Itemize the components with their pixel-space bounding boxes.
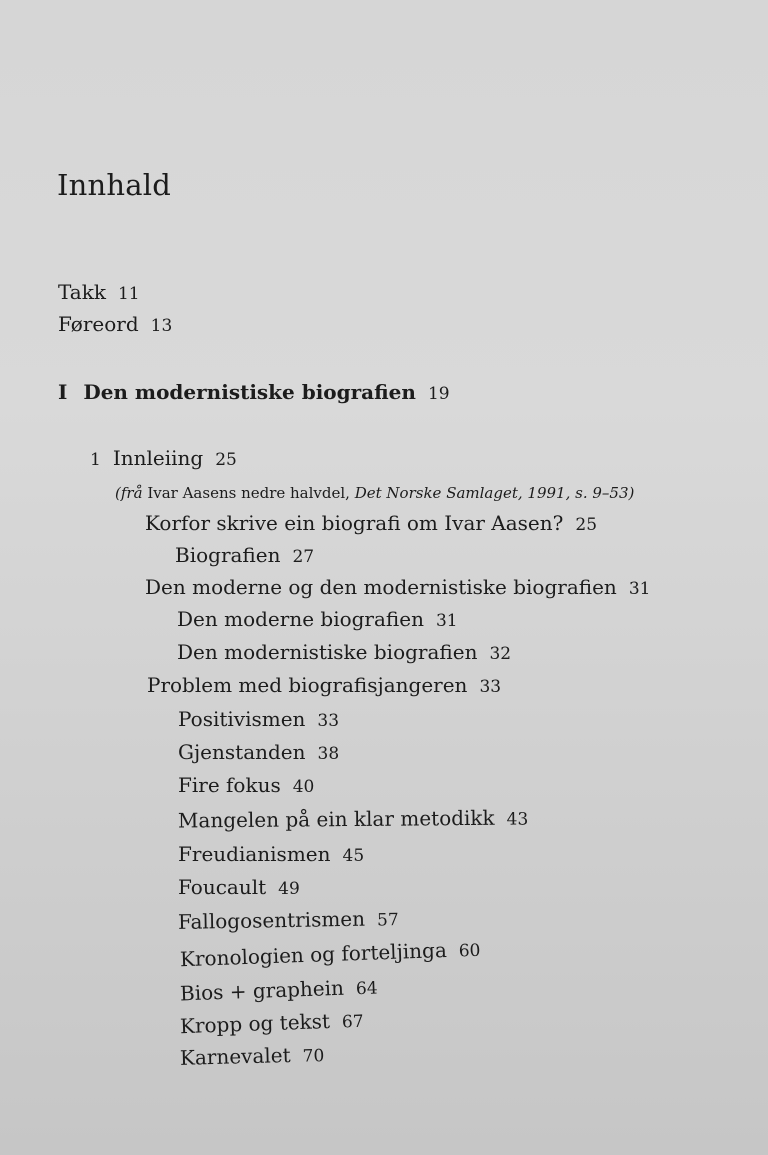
page-title: Innhald [57,168,172,202]
toc-label: Korfor skrive ein biografi om Ivar Aasen? [145,511,564,535]
toc-page-number: 57 [376,910,399,931]
source-publication: Det Norske Samlaget, 1991, s. 9–53) [354,484,635,502]
toc-entry [178,805,528,834]
toc-entry [147,673,501,699]
toc-entry [145,511,597,537]
toc-label: Den modernistiske biografien [177,640,478,664]
toc-page-number: 60 [458,940,481,962]
toc-label: Kropp og tekst [179,1008,331,1039]
toc-label: Problem med biografisjangeren [147,673,468,697]
toc-label: Biografien [175,543,281,567]
toc-label: Foucault [178,875,267,899]
part-numeral: I [58,380,68,404]
toc-label: Fallogosentrismen [177,906,366,934]
source-prefix: (frå [115,484,143,502]
source-author: Ivar Aasens nedre halvdel, [147,484,350,502]
toc-label: Den modernistiske biografien [83,380,416,404]
toc-label: Takk [58,280,106,304]
toc-entry [175,543,314,569]
toc-page-number: 19 [427,384,450,404]
toc-chapter-heading [90,446,237,472]
toc-page-number: 31 [435,611,458,631]
toc-label: Den moderne og den modernistiske biografien [145,575,617,599]
toc-page-number: 49 [278,879,300,899]
chapter-number: 1 [90,450,101,470]
toc-entry [178,906,399,936]
toc-label: Bios + graphein [179,975,345,1006]
toc-entry [178,740,339,766]
toc-page-number: 64 [355,978,378,1000]
toc-page-number: 13 [150,316,173,336]
toc-entry [145,575,650,601]
toc-page-number: 38 [317,744,340,764]
toc-label: Gjenstanden [178,740,306,764]
toc-entry [180,975,378,1008]
toc-label: Kronologien og forteljinga [179,937,448,972]
toc-label: Karnevalet [179,1042,291,1070]
toc-entry-takk [58,280,140,306]
toc-entry [180,1008,364,1040]
toc-page-number: 33 [317,711,340,731]
toc-page-number: 43 [506,809,529,830]
toc-label: Positivismen [178,707,306,731]
toc-page-number: 45 [342,846,365,866]
toc-part-heading [58,380,450,406]
toc-entry [178,842,364,868]
toc-page-number: 31 [628,579,651,599]
toc-entry [180,937,481,973]
toc-page-number: 67 [341,1011,364,1033]
toc-label: Fire fokus [178,773,281,797]
toc-page-number: 32 [489,644,512,664]
toc-entry [177,607,458,633]
toc-page-number: 70 [302,1046,325,1067]
toc-label: Mangelen på ein klar metodikk [177,805,495,833]
chapter-source-note [115,481,634,505]
toc-page-number: 25 [575,515,598,535]
toc-entry [178,875,300,901]
toc-page-number: 11 [117,284,140,304]
toc-page-number: 25 [215,450,237,470]
toc-page-number: 40 [292,777,315,797]
toc-entry [178,707,339,733]
toc-label: Innleiing [112,446,204,470]
toc-entry [177,640,511,666]
toc-page-number: 33 [479,677,502,697]
toc-label: Føreord [58,312,139,336]
toc-entry-foreord [58,312,172,338]
toc-page-number: 27 [292,547,315,567]
toc-entry [180,1042,325,1072]
toc-entry [178,773,314,799]
toc-label: Den moderne biografien [177,607,424,631]
toc-label: Freudianismen [178,842,331,866]
